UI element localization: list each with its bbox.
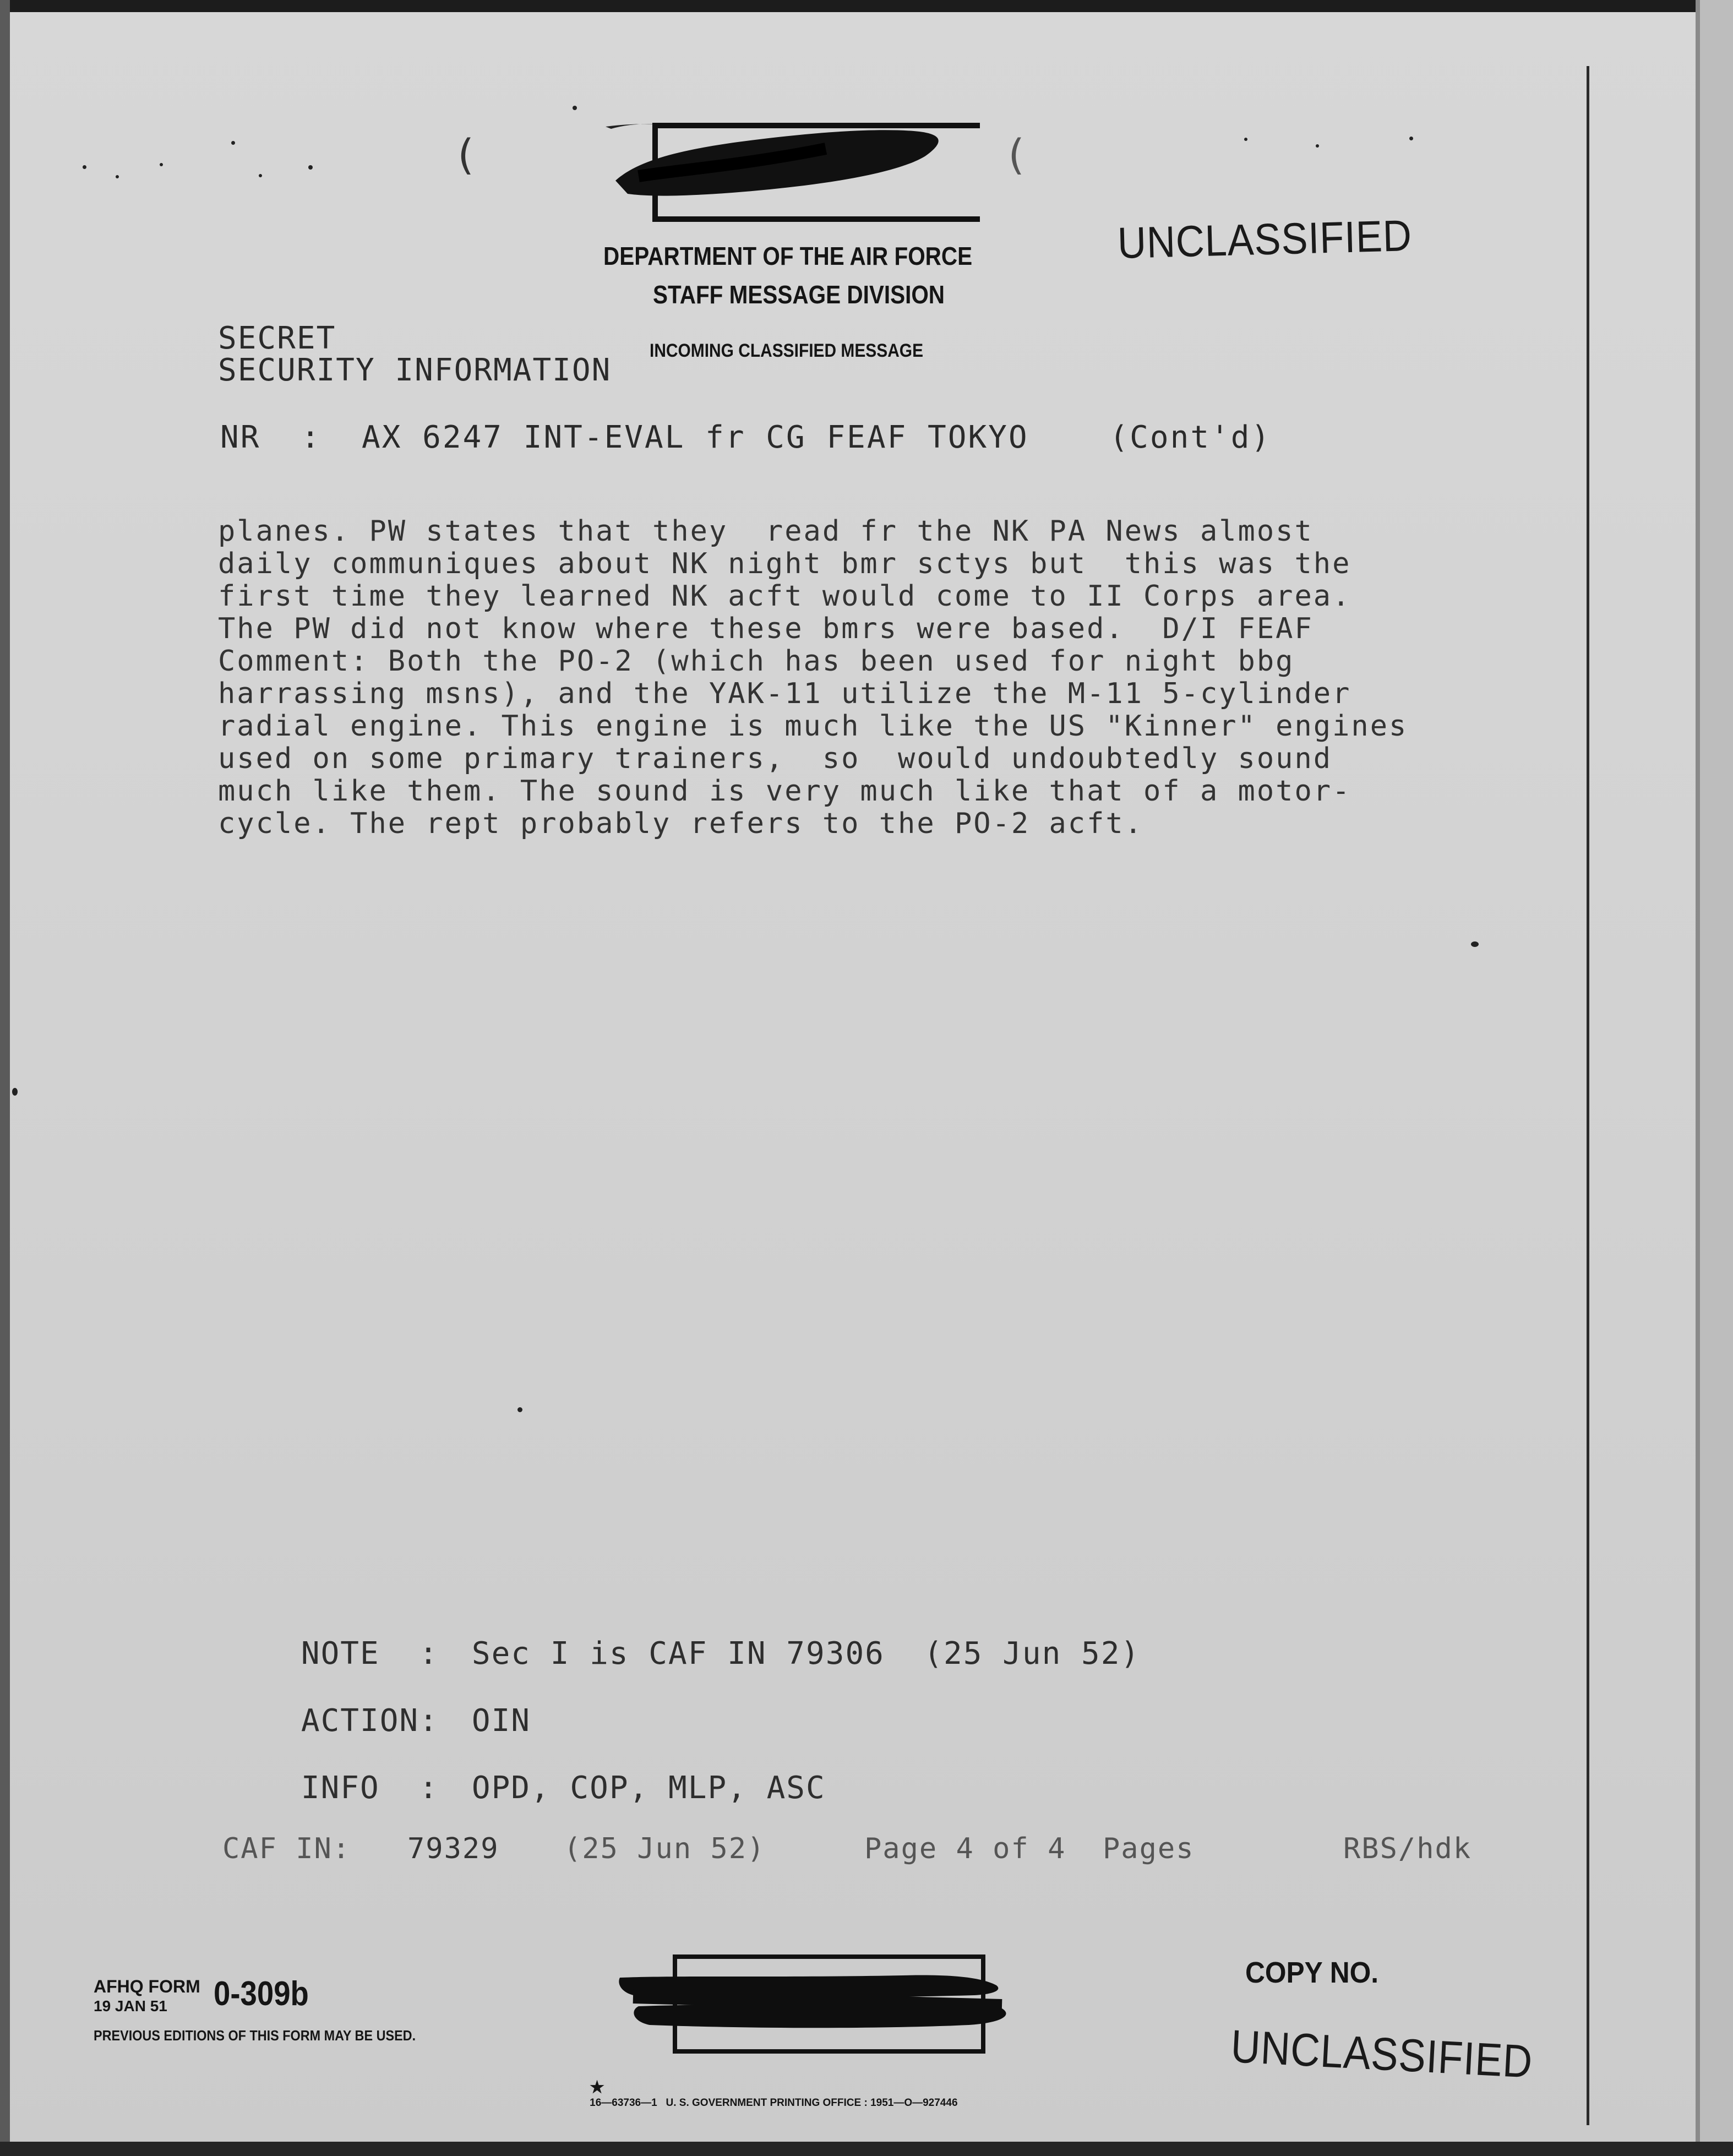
previous-editions-note: PREVIOUS EDITIONS OF THIS FORM MAY BE USED. [94,2027,416,2044]
note-value: Sec I is CAF IN 79306 (25 Jun 52) [471,1636,1141,1672]
scan-speck [308,165,313,170]
scan-speck [1316,144,1319,148]
unclassified-stamp-bottom: UNCLASSIFIED [1229,2020,1534,2088]
top-redaction [606,116,980,226]
page-edge-line [1587,66,1589,2125]
scan-speck [12,1088,18,1096]
form-label: AFHQ FORM [94,1977,200,1996]
unclassified-stamp-top: UNCLASSIFIED [1116,211,1413,268]
scan-border-top [0,0,1733,12]
scan-border-right [1700,0,1733,2156]
scan-border-right-shadow [1696,0,1700,2156]
caf-date: (25 Jun 52) [564,1832,766,1865]
scan-border-left [0,0,10,2156]
body-line: harrassing msns), and the YAK-11 utilize the M-11 5-cylinder [218,677,1351,710]
scan-speck [573,106,577,110]
body-line: radial engine. This engine is much like the US "Kinner" engines [218,710,1408,743]
message-body [218,515,1517,840]
message-header-line: NR : AX 6247 INT-EVAL fr CG FEAF TOKYO (Cont'd) [220,420,1272,455]
body-line: first time they learned NK acft would come to II Corps area. [218,580,1351,613]
star-icon: ★ [590,2078,605,2097]
division-title: STAFF MESSAGE DIVISION [653,280,945,309]
typist-initials: RBS/hdk [1343,1832,1472,1865]
copy-number-label: COPY NO. [1245,1956,1379,1989]
action-value: OIN [471,1703,531,1739]
body-line: Comment: Both the PO-2 (which has been used for night bbg [218,645,1295,678]
note-label: NOTE : [301,1636,439,1672]
classification-secret: SECRET [218,320,336,356]
info-label: INFO : [301,1770,439,1806]
bottom-redaction [617,1953,1013,2058]
caf-label: CAF IN: [222,1832,351,1865]
caf-number: 79329 [407,1832,499,1865]
open-paren-right: ( [1003,130,1029,179]
scan-speck [517,1407,522,1412]
scan-border-bottom [0,2142,1733,2156]
scan-speck [259,174,262,177]
body-line: daily communiques about NK night bmr sctys but this was the [218,547,1351,580]
info-value: OPD, COP, MLP, ASC [471,1770,826,1806]
scan-speck [1244,138,1247,141]
scan-speck [83,165,86,169]
scan-speck [1471,941,1479,947]
department-title: DEPARTMENT OF THE AIR FORCE [603,242,973,270]
body-line: The PW did not know where these bmrs were based. D/I FEAF [218,612,1314,645]
printing-office-line [578,2066,958,2121]
body-line: cycle. The rept probably refers to the PO-2 acft. [218,807,1144,840]
scan-speck [160,163,163,166]
scan-speck [231,141,235,145]
open-paren-left: ( [453,130,479,179]
scan-speck [116,175,119,178]
body-line: much like them. The sound is very much like that of a motor- [218,775,1351,808]
printing-office-text: 16—63736—1 U. S. GOVERNMENT PRINTING OFFICE : 1951—O—927446 [590,2097,958,2109]
page-count: Page 4 of 4 Pages [864,1832,1195,1865]
info-row [222,1734,826,1842]
form-date: 19 JAN 51 [94,1997,167,2015]
action-label: ACTION: [301,1703,439,1739]
body-line: planes. PW states that they read fr the NK PA News almost [218,515,1314,548]
message-type-title: INCOMING CLASSIFIED MESSAGE [650,340,924,361]
form-number: 0-309b [214,1975,309,2013]
body-line: used on some primary trainers, so would undoubtedly sound [218,742,1333,775]
scan-speck [1409,137,1413,140]
classification-security-information: SECURITY INFORMATION [218,352,612,388]
